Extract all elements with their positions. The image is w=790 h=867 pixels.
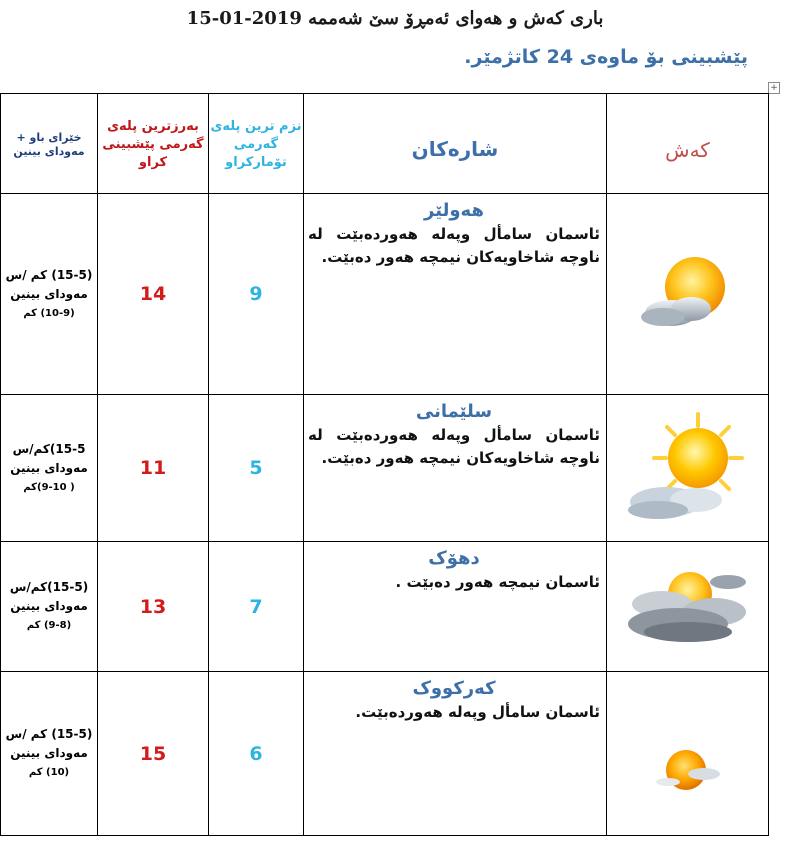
min-temp: 5 — [209, 395, 304, 542]
table-move-handle-icon[interactable]: + — [768, 82, 780, 94]
wind-speed: (15-5) کم /س — [5, 727, 93, 741]
wind-cell — [1, 194, 98, 395]
weather-icon-cell — [607, 194, 769, 395]
weather-table — [0, 93, 769, 836]
max-temp: 14 — [98, 194, 209, 395]
forecast-subtitle: پێشبینی بۆ ماوەی 24 کاتژمێر. — [464, 46, 748, 68]
header-max-temp: بەرزترین پلەی گەرمی پێشبینی کراو — [98, 94, 209, 194]
cloudy-icon — [618, 562, 758, 652]
page-title: باری کەش و هەوای ئەمڕۆ سێ شەممە 2019-01-15 — [186, 8, 604, 29]
visibility-label: مەودای بینین — [10, 746, 88, 760]
city-cell — [304, 672, 607, 836]
city-cell — [304, 395, 607, 542]
visibility-value: (9-8) کم — [26, 620, 72, 631]
max-temp: 11 — [98, 395, 209, 542]
city-cell — [304, 542, 607, 672]
city-description: ئاسمان سامأل وپەلە هەوردەبێت لە ناوچە شاخاویەکان نیمچە هەور دەبێت. — [308, 426, 600, 467]
city-cell — [304, 194, 607, 395]
sun-haze-icon — [638, 738, 738, 808]
header-cities: شارەکان — [304, 94, 607, 194]
visibility-value: (10) کم — [28, 767, 70, 778]
table-row — [1, 194, 769, 395]
weather-icon-cell — [607, 672, 769, 836]
min-temp: 9 — [209, 194, 304, 395]
header-weather: کەش — [607, 94, 769, 194]
header-min-temp: نزم ترین پلەی گەرمی تۆمارکراو — [209, 94, 304, 194]
min-temp: 7 — [209, 542, 304, 672]
wind-cell — [1, 395, 98, 542]
wind-speed: (15-5) کم /س — [5, 267, 93, 282]
min-temp: 6 — [209, 672, 304, 836]
weather-icon-cell — [607, 542, 769, 672]
visibility-label: مەودای بینین — [10, 599, 88, 613]
city-description: ئاسمان سامأل وپەلە هەوردەبێت. — [355, 703, 600, 721]
table-header-row — [1, 94, 769, 194]
table-row — [1, 395, 769, 542]
partly-cloudy-icon — [633, 249, 743, 339]
visibility-label: مەودای بینین — [10, 460, 88, 475]
sun-cloud-icon — [618, 408, 758, 528]
wind-cell — [1, 542, 98, 672]
visibility-value: (10-9) کم — [23, 307, 75, 319]
header-wind: خێرای باو + مەودای بینین — [1, 94, 98, 194]
city-description: ئاسمان سامأل وپەلە هەوردەبێت لە ناوچە شاخاویەکان نیمچە هەور دەبێت. — [308, 225, 600, 266]
max-temp: 13 — [98, 542, 209, 672]
wind-speed: 15-5)کم/س — [12, 441, 86, 456]
table-row — [1, 672, 769, 836]
city-description: ئاسمان نیمچە هەور دەبێت . — [395, 573, 600, 591]
max-temp: 15 — [98, 672, 209, 836]
city-name: سلێمانی — [415, 401, 493, 422]
weather-icon-cell — [607, 395, 769, 542]
city-name: دهۆک — [428, 548, 480, 569]
wind-cell — [1, 672, 98, 836]
wind-speed: (15-5)کم/س — [9, 580, 89, 594]
city-name: هەولێر — [424, 200, 484, 221]
city-name: کەرکووک — [412, 678, 496, 699]
table-row — [1, 542, 769, 672]
visibility-value: ( 9-10)کم — [23, 481, 75, 493]
visibility-label: مەودای بینین — [10, 286, 88, 301]
